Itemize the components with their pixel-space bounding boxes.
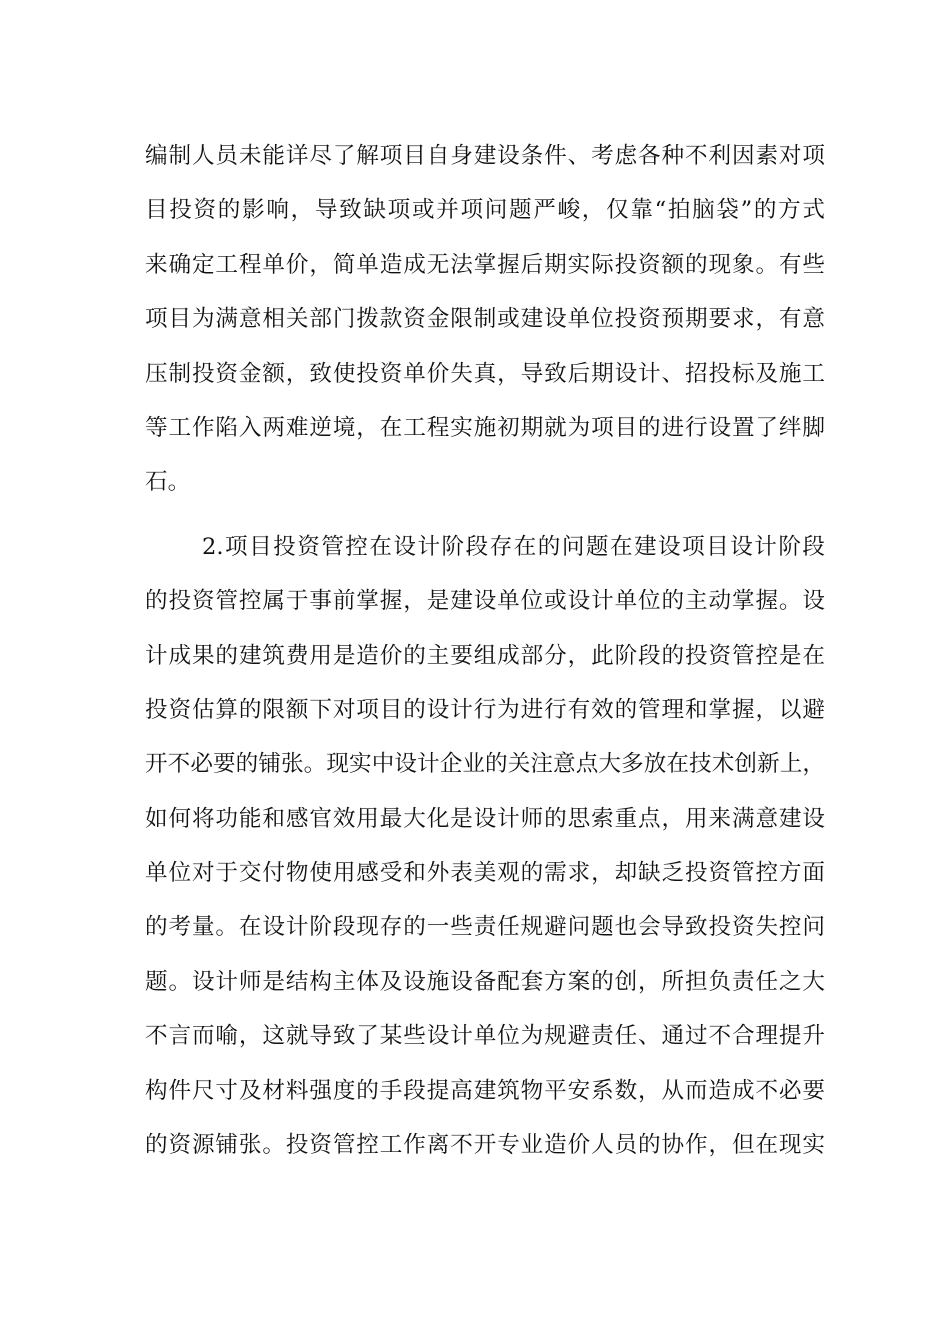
paragraph-2-line: 的考量。在设计阶段现存的一些责任规避问题也会导致投资失控问: [145, 914, 825, 941]
paragraph-1-line: 来确定工程单价，简单造成无法掌握后期实际投资额的现象。有些: [145, 251, 825, 278]
paragraph-2: [145, 520, 825, 1173]
paragraph-2-line: 的投资管控属于事前掌握，是建设单位或设计单位的主动掌握。设: [145, 588, 825, 615]
document-body: [145, 129, 825, 1172]
paragraph-2-line: 的资源铺张。投资管控工作离不开专业造价人员的协作，但在现实: [145, 1132, 825, 1159]
paragraph-2-line: 计成果的建筑费用是造价的主要组成部分，此阶段的投资管控是在: [145, 642, 825, 669]
paragraph-2-line: 投资估算的限额下对项目的设计行为进行有效的管理和掌握，以避: [145, 696, 825, 723]
paragraph-2-line: 构件尺寸及材料强度的手段提高建筑物平安系数，从而造成不必要: [145, 1077, 825, 1104]
paragraph-2-line: 如何将功能和感官效用最大化是设计师的思索重点，用来满意建设: [145, 805, 825, 832]
paragraph-1-line: 压制投资金额，致使投资单价失真，导致后期设计、招投标及施工: [145, 360, 825, 387]
paragraph-1-line: 等工作陷入两难逆境，在工程实施初期就为项目的进行设置了绊脚: [145, 414, 825, 441]
paragraph-2-line: 不言而喻，这就导致了某些设计单位为规避责任、通过不合理提升: [145, 1023, 825, 1050]
paragraph-2-line: 题。设计师是结构主体及设施设备配套方案的创，所担负责任之大: [145, 968, 825, 995]
paragraph-2-line: 单位对于交付物使用感受和外表美观的需求，却缺乏投资管控方面: [145, 860, 825, 887]
paragraph-1-line: 目投资的影响，导致缺项或并项问题严峻，仅靠“拍脑袋”的方式: [145, 197, 825, 224]
paragraph-2-heading-line: 2.项目投资管控在设计阶段存在的问题在建设项目设计阶段: [202, 533, 825, 560]
paragraph-1-line: 项目为满意相关部门拨款资金限制或建设单位投资预期要求，有意: [145, 306, 825, 333]
paragraph-1-line: 编制人员未能详尽了解项目自身建设条件、考虑各种不利因素对项: [145, 143, 825, 169]
paragraph-1: [145, 129, 825, 510]
paragraph-2-line: 开不必要的铺张。现实中设计企业的关注意点大多放在技术创新上，: [145, 751, 825, 778]
paragraph-1-line: 石。: [145, 469, 191, 496]
